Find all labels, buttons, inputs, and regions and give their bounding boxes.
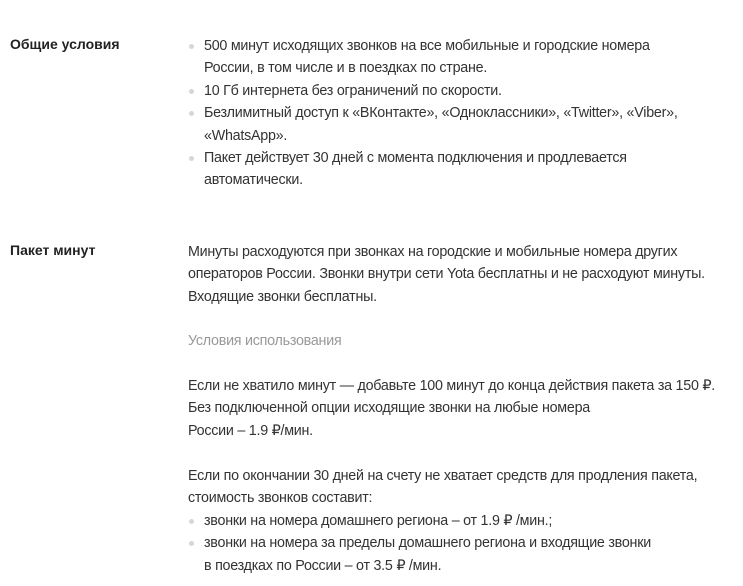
list-item-line: России, в том числе и в поездках по стране.	[204, 60, 488, 77]
minutes-intro	[188, 241, 705, 308]
paragraph-line: Минуты расходуются при звонках на городские и мобильные номера других	[188, 244, 678, 260]
paragraph-line: Если по окончании 30 дней на счету не хватает средств для продления пакета,	[188, 468, 698, 484]
usage-conditions-title: Условия использования	[188, 333, 342, 349]
list-item	[188, 147, 678, 192]
list-item-line: Безлимитный доступ к «ВКонтакте», «Одноклассники», «Twitter», «Viber»,	[204, 105, 678, 122]
bullet-icon	[189, 89, 194, 94]
list-item	[188, 80, 678, 102]
list-item-line: автоматически.	[204, 172, 303, 189]
list-item-line: «WhatsApp».	[204, 127, 288, 144]
paragraph-line: операторов России. Звонки внутри сети Yota бесплатны и не расходуют минуты.	[188, 266, 705, 283]
list-item	[188, 102, 678, 147]
extra-minutes-paragraph	[188, 375, 715, 442]
bullet-icon	[189, 541, 194, 546]
section-label-general: Общие условия	[10, 36, 120, 52]
list-item-line: Пакет действует 30 дней с момента подключения и продлевается	[204, 150, 627, 167]
general-conditions-list	[188, 35, 678, 192]
paragraph-line: России – 1.9 ₽/мин.	[188, 422, 313, 439]
bullet-icon	[189, 44, 194, 49]
bullet-icon	[189, 519, 194, 524]
bullet-icon	[189, 111, 194, 116]
paragraph-line: Без подключенной опции исходящие звонки на любые номера	[188, 400, 590, 417]
section-label-minutes: Пакет минут	[10, 242, 96, 258]
list-item-line: 500 минут исходящих звонков на все мобильные и городские номера	[204, 38, 650, 54]
paragraph-line: стоимость звонков составит:	[188, 490, 373, 507]
renewal-paragraph	[188, 465, 697, 577]
bullet-icon	[189, 156, 194, 161]
list-item-line: 10 Гб интернета без ограничений по скорости.	[204, 82, 502, 99]
list-item-line: звонки на номера домашнего региона – от 1.9 ₽ /мин.;	[204, 512, 553, 529]
list-item-line: в поездках по России – от 3.5 ₽ /мин.	[204, 557, 442, 574]
list-item	[188, 532, 697, 577]
paragraph-line: Входящие звонки бесплатны.	[188, 288, 377, 305]
list-item-line: звонки на номера за пределы домашнего региона и входящие звонки	[204, 535, 651, 552]
list-item	[188, 510, 697, 532]
paragraph-line: Если не хватило минут — добавьте 100 минут до конца действия пакета за 150 ₽.	[188, 378, 715, 394]
list-item	[188, 35, 678, 80]
